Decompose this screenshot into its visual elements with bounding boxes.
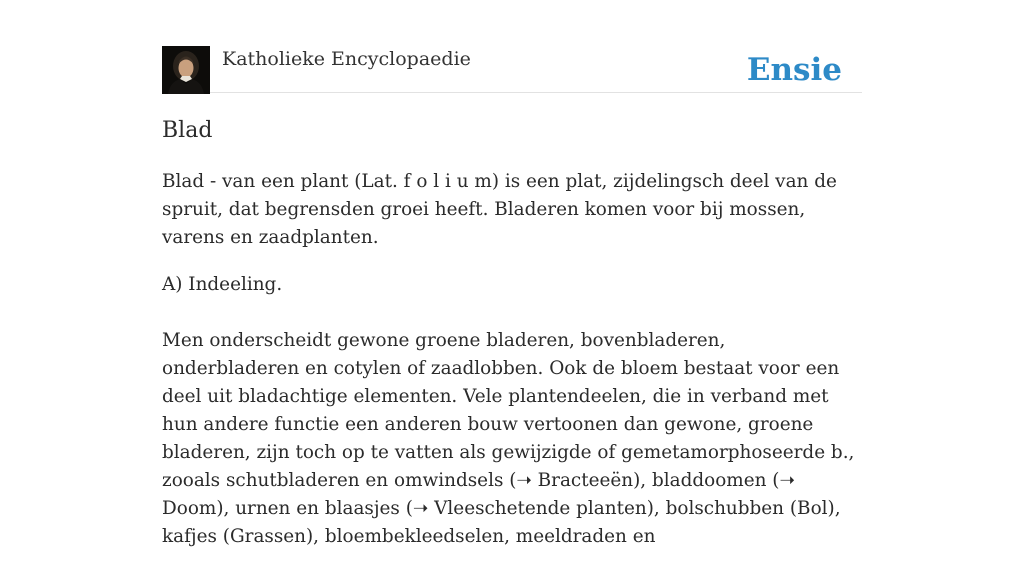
ensie-logo[interactable]: Ensie [746,52,842,88]
article-paragraph: Men onderscheidt gewone groene bladeren, bovenbladeren, onderbladeren en cotylen of zaadlobben. Ook de bloem bestaat voor een deel uit bladachtige elementen. Vele plantendeelen, die in verband met hun andere functie een anderen bouw vertoonen dan gewone, groene bladeren, zijn toch op te vatten als gewijzigde of gemetamorphoseerde b., zooals schutbladeren en omwindsels (➝ Bracteeën), bladdoomen (➝ Doom), urnen en blaasjes (➝ Vleeschetende planten), bolschubben (Bol), kafjes (Grassen), bloembekleedselen, meeldraden en [162,330,855,547]
section-heading: A) Indeeling. [162,274,283,295]
article-body [162,116,862,570]
author-avatar[interactable] [162,46,210,94]
source-title[interactable]: Katholieke Encyclopaedie [222,48,471,70]
page-title: Blad [162,118,213,143]
portrait-image [162,46,210,94]
site-header [162,46,862,93]
article-paragraph: Blad - van een plant (Lat. f o l i u m) is een plat, zijdelingsch deel van de spruit, dat begrensden groei heeft. Bladeren komen voor bij mossen, varens en zaadplanten. [162,171,837,248]
